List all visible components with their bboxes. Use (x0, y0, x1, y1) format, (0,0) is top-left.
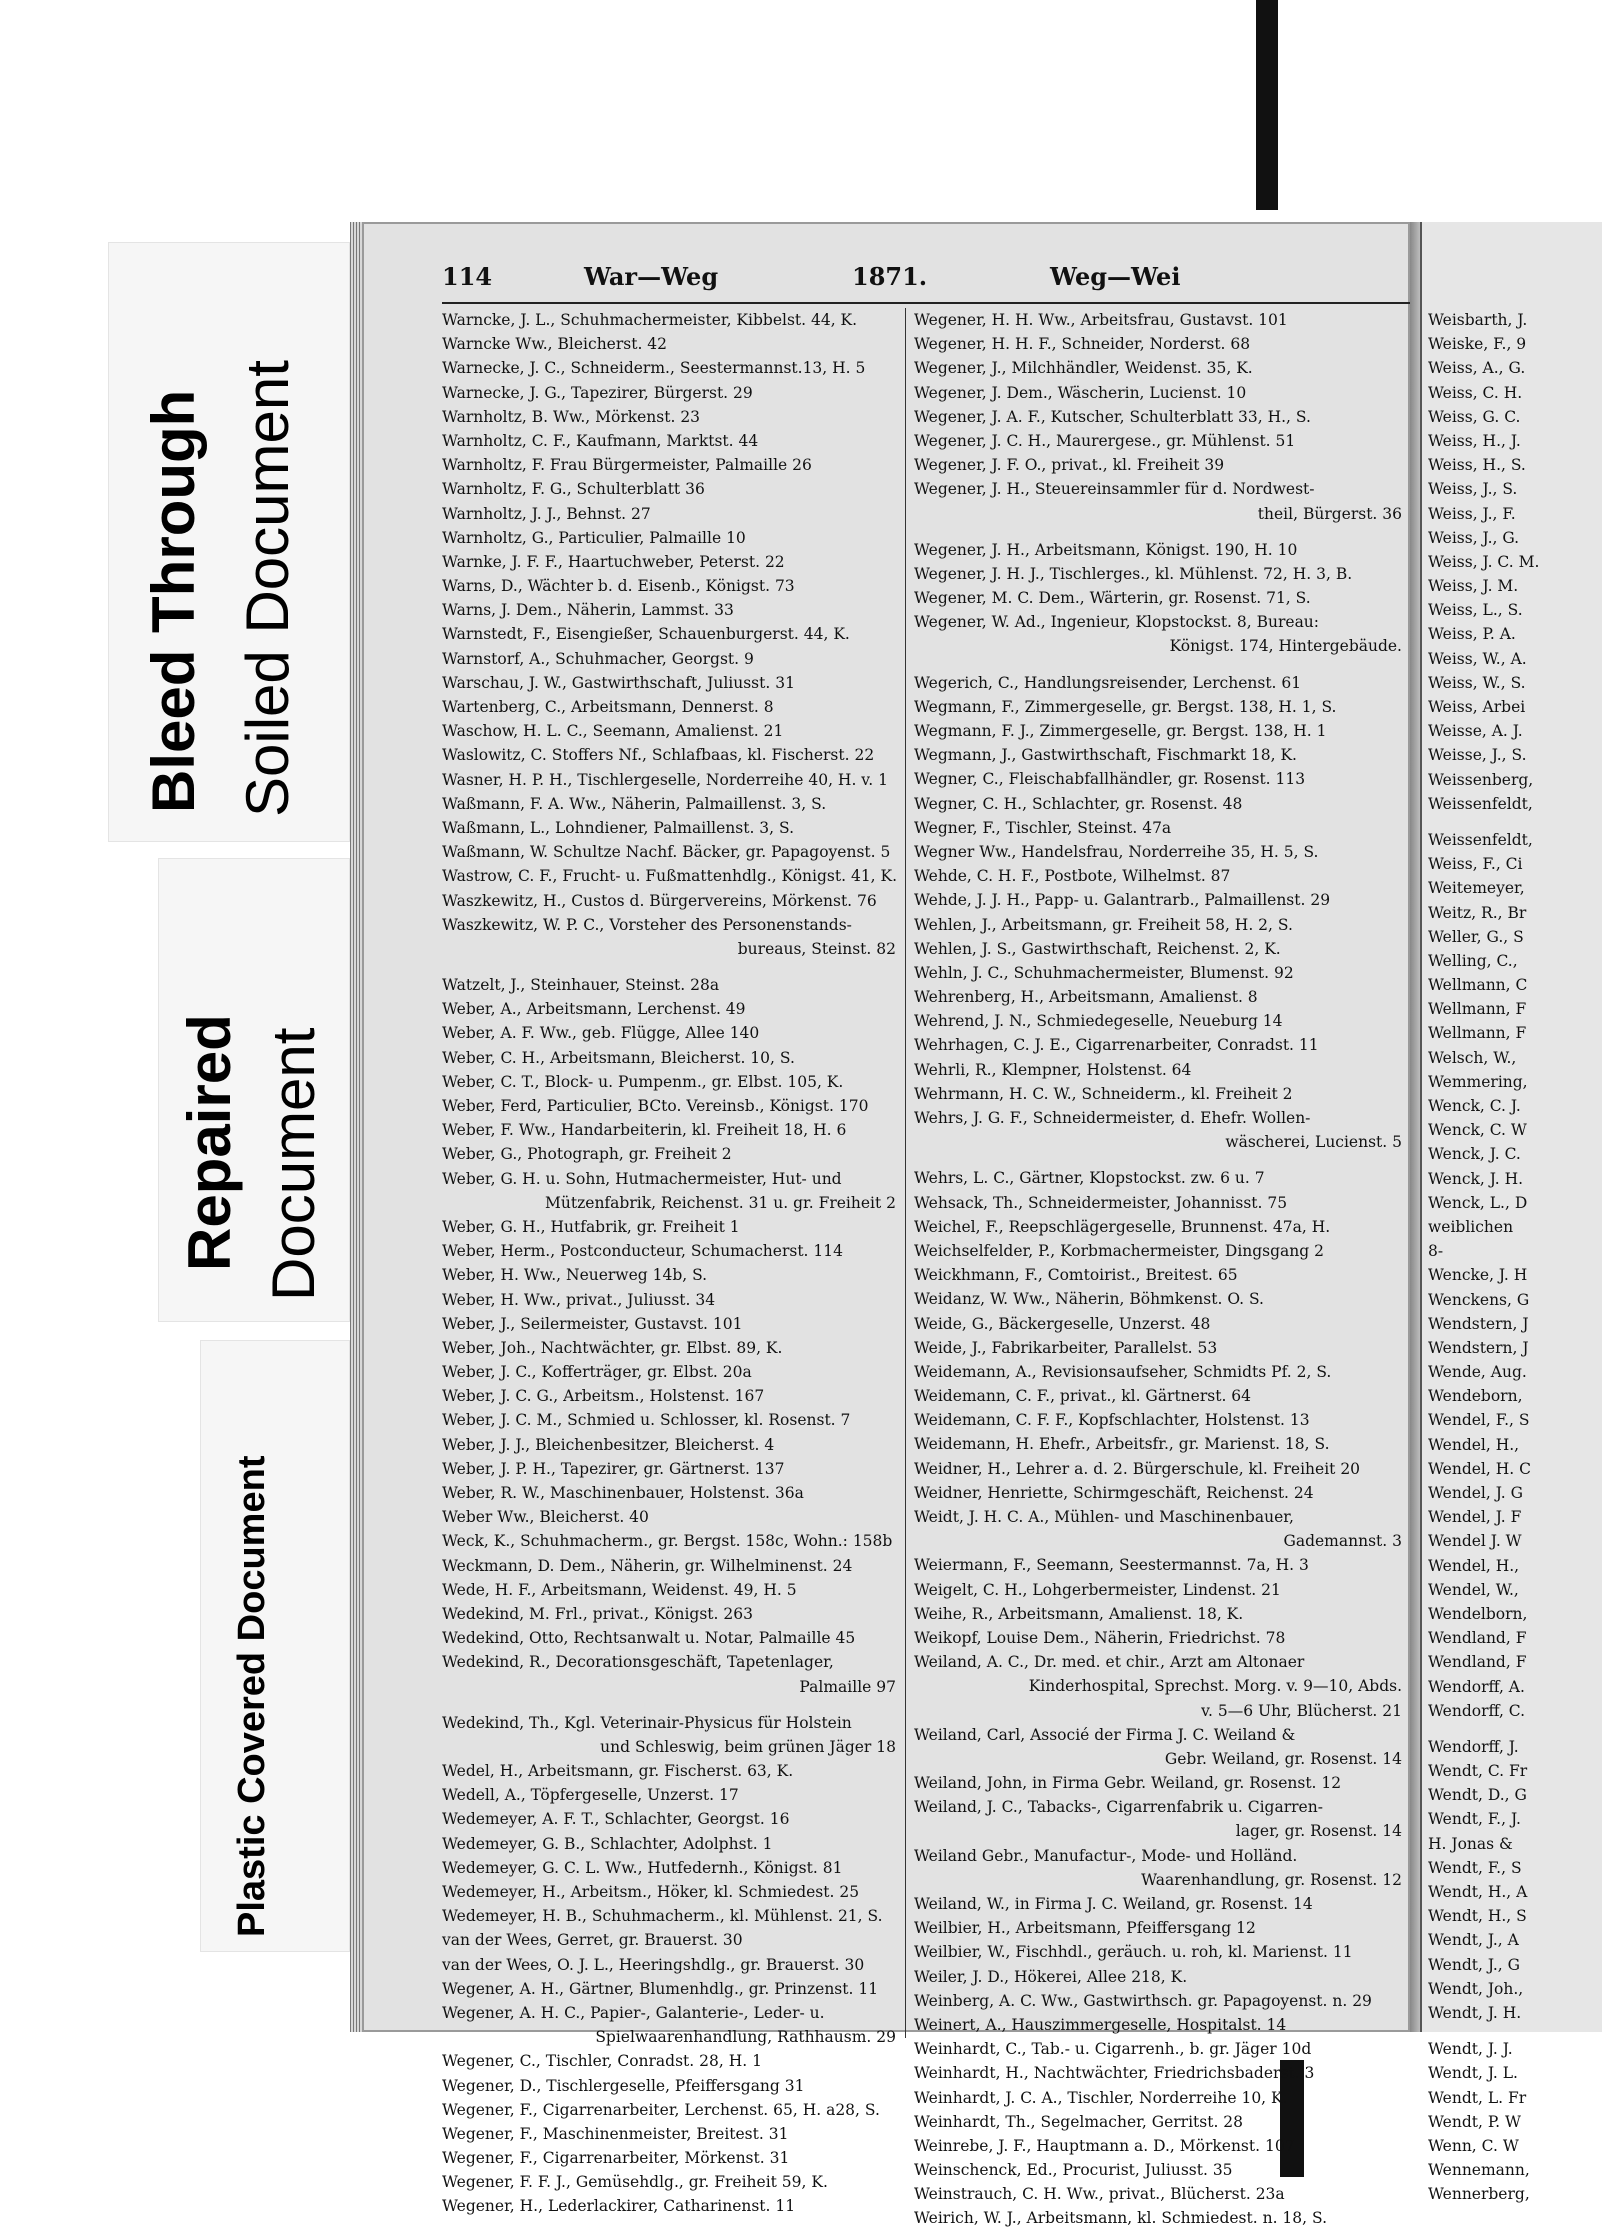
directory-entry: Weidemann, C. F. F., Kopfschlachter, Holstenst. 13 (914, 1411, 1310, 1430)
directory-entry: Weber, J. J., Bleichenbesitzer, Bleicherst. 4 (442, 1435, 775, 1454)
header-rule (442, 302, 1410, 304)
directory-entry: Kinderhospital, Sprechst. Morg. v. 9—10, Abds. (1028, 1677, 1402, 1696)
directory-entry: weiblichen (1428, 1217, 1514, 1236)
directory-entry: Waarenhandlung, gr. Rosenst. 12 (1141, 1870, 1402, 1889)
directory-entry: Wegner, F., Tischler, Steinst. 47a (914, 818, 1172, 837)
directory-entry: Weinschenck, Ed., Procurist, Juliusst. 35 (914, 2161, 1233, 2180)
directory-entry: Weidemann, H. Ehefr., Arbeitsfr., gr. Marienst. 18, S. (914, 1435, 1330, 1454)
directory-entry: Wede, H. F., Arbeitsmann, Weidenst. 49, H. 5 (442, 1580, 797, 1599)
directory-entry: Weinberg, A. C. Ww., Gastwirthsch. gr. Papagoyenst. n. 29 (914, 1991, 1372, 2010)
directory-entry: Weisse, J., S. (1428, 746, 1527, 765)
directory-entry: Wegener, F., Cigarrenarbeiter, Mörkenst. 31 (442, 2149, 790, 2168)
directory-entry: Weber Ww., Bleicherst. 40 (442, 1508, 649, 1527)
directory-entry: Wedell, A., Töpfergeselle, Unzerst. 17 (442, 1786, 739, 1805)
directory-entry: Warnholtz, F. Frau Bürgermeister, Palmaille 26 (442, 456, 812, 475)
directory-entry: Waßmann, W. Schultze Nachf. Bäcker, gr. Papagoyenst. 5 (442, 843, 891, 862)
directory-entry: 8- (1428, 1242, 1444, 1261)
directory-entry: Weber, A. F. Ww., geb. Flügge, Allee 140 (442, 1024, 760, 1043)
directory-entry: Weiss, J. C. M. (1428, 552, 1540, 571)
directory-entry: Weber, J. C. G., Arbeitsm., Holstenst. 167 (442, 1387, 765, 1406)
directory-entry: Weide, J., Fabrikarbeiter, Parallelst. 53 (914, 1338, 1218, 1357)
directory-entry: Wendt, F., J. (1428, 1810, 1521, 1829)
left-range-header: War—Weg (584, 262, 719, 291)
directory-entry: Weickhmann, F., Comtoirist., Breitest. 65 (914, 1266, 1238, 1285)
left-column (442, 308, 902, 2219)
directory-entry: Weiss, C. H. (1428, 383, 1523, 402)
directory-entry: Weber, J. C. M., Schmied u. Schlosser, kl. Rosenst. 7 (442, 1411, 851, 1430)
directory-entry: Weber, G. H. u. Sohn, Hutmachermeister, Hut- und (442, 1169, 842, 1188)
directory-entry: Warnke, J. F. F., Haartuchweber, Peterst. 22 (442, 552, 785, 571)
directory-entry: Weiss, H., J. (1428, 431, 1521, 450)
directory-entry (442, 961, 902, 973)
directory-entry: Warnholtz, J. J., Behnst. 27 (442, 504, 651, 523)
directory-entry: Wennemann, (1428, 2161, 1530, 2180)
directory-entry (442, 1699, 902, 1711)
directory-entry (1428, 816, 1604, 828)
directory-entry: Weirich, W. J., Arbeitsmann, kl. Schmiedest. n. 18, S. (914, 2209, 1327, 2228)
directory-entry: Wedemeyer, H., Arbeitsm., Höker, kl. Schmiedest. 25 (442, 1883, 860, 1901)
directory-entry: Spielwaarenhandlung, Rathhausm. 29 (595, 2028, 896, 2047)
directory-entry: Weiss, J., S. (1428, 480, 1518, 499)
directory-entry (914, 1154, 1408, 1166)
directory-entry: Wendstern, J (1428, 1314, 1529, 1333)
directory-entry: Wegner, C., Fleischabfallhändler, gr. Rosenst. 113 (914, 770, 1306, 789)
directory-entry: Weiss, H., S. (1428, 456, 1526, 475)
scanned-page (348, 210, 1600, 2228)
directory-entry: Wehrs, L. C., Gärtner, Klopstockst. zw. 6 u. 7 (914, 1169, 1265, 1188)
directory-entry: Weinhardt, H., Nachtwächter, Friedrichsbaderst. 3 (914, 2064, 1315, 2083)
directory-entry: Weidemann, A., Revisionsaufseher, Schmidts Pf. 2, S. (914, 1362, 1332, 1381)
directory-entry (1428, 2025, 1604, 2037)
directory-entry: Weilbier, H., Arbeitsmann, Pfeiffersgang 12 (914, 1919, 1256, 1938)
directory-entry: Weller, G., S (1428, 927, 1524, 946)
directory-entry: Watzelt, J., Steinhauer, Steinst. 28a (442, 976, 720, 995)
directory-entry: Wegener, C., Tischler, Conradst. 28, H. 1 (442, 2052, 762, 2071)
directory-entry: Palmaille 97 (799, 1677, 896, 1696)
directory-entry: theil, Bürgerst. 36 (1257, 504, 1402, 523)
directory-entry: Wendeborn, (1428, 1387, 1523, 1406)
directory-entry (914, 659, 1408, 671)
directory-entry: Warns, J. Dem., Näherin, Lammst. 33 (442, 601, 734, 620)
directory-entry: Weikopf, Louise Dem., Näherin, Friedrichst. 78 (914, 1628, 1286, 1647)
directory-entry: Weber, R. W., Maschinenbauer, Holstenst. 36a (442, 1484, 804, 1502)
directory-entry: lager, gr. Rosenst. 14 (1235, 1822, 1402, 1841)
directory-entry: bureaus, Steinst. 82 (737, 939, 896, 958)
directory-entry: Wendel, W., (1428, 1580, 1519, 1599)
directory-entry: wäscherei, Lucienst. 5 (1225, 1133, 1402, 1152)
directory-page (362, 222, 1410, 2228)
directory-entry: Wedel, H., Arbeitsmann, gr. Fischerst. 63, K. (442, 1762, 794, 1781)
directory-entry: Weck, K., Schuhmacherm., gr. Bergst. 158c, Wohn.: 158b (442, 1532, 893, 1551)
directory-entry: Weide, G., Bäckergeselle, Unzerst. 48 (914, 1314, 1211, 1333)
directory-entry: Weiler, J. D., Hökerei, Allee 218, K. (914, 1967, 1188, 1986)
directory-entry: Weiss, J., G. (1428, 528, 1520, 547)
directory-entry: Weiss, A., G. (1428, 359, 1526, 378)
directory-entry: Weber, J. C., Kofferträger, gr. Elbst. 20a (442, 1363, 752, 1382)
directory-entry: Gademannst. 3 (1283, 1532, 1402, 1551)
directory-entry: Weiland, John, in Firma Gebr. Weiland, gr. Rosenst. 12 (914, 1774, 1342, 1793)
directory-entry: Wegener, J. C. H., Maurergese., gr. Mühlenst. 51 (914, 431, 1296, 450)
directory-entry: Wellmann, F (1428, 1024, 1527, 1043)
directory-entry: Wegmann, F. J., Zimmergeselle, gr. Bergst. 138, H. 1 (914, 722, 1327, 740)
directory-entry: Weiss, J., F. (1428, 504, 1516, 523)
directory-entry: Wendt, F., S (1428, 1858, 1522, 1877)
directory-entry: Wendland, F (1428, 1629, 1527, 1648)
directory-entry: Wendt, L. Fr (1428, 2088, 1527, 2107)
directory-entry: Wendt, P. W (1428, 2112, 1521, 2131)
book-gutter (1410, 222, 1420, 2032)
directory-entry: Weinert, A., Hauszimmergeselle, Hospitalst. 14 (914, 2015, 1287, 2034)
page-edge (350, 222, 362, 2032)
label-bleed-through: Bleed Through (140, 389, 207, 813)
directory-entry (1428, 1723, 1604, 1735)
label-card-bleed-soiled (108, 242, 350, 842)
directory-entry: Weidner, H., Lehrer a. d. 2. Bürgerschule, kl. Freiheit 20 (914, 1459, 1361, 1478)
directory-entry: Wegener, J. H. J., Tischlerges., kl. Mühlenst. 72, H. 3, B. (914, 564, 1353, 583)
directory-entry: Weiss, F., Ci (1428, 855, 1523, 874)
directory-entry: Weiermann, F., Seemann, Seestermannst. 7a, H. 3 (914, 1556, 1309, 1575)
directory-entry (914, 526, 1408, 538)
directory-entry: und Schleswig, beim grünen Jäger 18 (600, 1737, 896, 1756)
directory-entry: Weiland, A. C., Dr. med. et chir., Arzt am Altonaer (914, 1653, 1305, 1672)
directory-entry: Warnecke, J. C., Schneiderm., Seestermannst.13, H. 5 (442, 359, 866, 378)
directory-entry: Wehln, J. C., Schuhmachermeister, Blumenst. 92 (914, 963, 1294, 982)
directory-entry: Waschow, H. L. C., Seemann, Amalienst. 21 (442, 722, 784, 741)
directory-entry: Wegener, J., Milchhändler, Weidenst. 35, K. (914, 359, 1253, 378)
directory-entry: Weiland, W., in Firma J. C. Weiland, gr. Rosenst. 14 (914, 1895, 1313, 1913)
directory-entry: Warnholtz, C. F., Kaufmann, Marktst. 44 (442, 431, 759, 450)
directory-entry: Wende, Aug. (1428, 1363, 1527, 1382)
directory-entry: Weinhardt, C., Tab.- u. Cigarrenh., b. gr. Jäger 10d (914, 2040, 1312, 2059)
label-card-plastic (200, 1340, 350, 1952)
directory-entry: Weihe, R., Arbeitsmann, Amalienst. 18, K. (914, 1604, 1244, 1623)
directory-entry: Wenck, J. H. (1428, 1169, 1524, 1188)
directory-entry: Wegener, F., Maschinenmeister, Breitest. 31 (442, 2124, 789, 2143)
directory-entry: Weiss, Arbei (1428, 698, 1526, 716)
directory-entry: Waslowitz, C. Stoffers Nf., Schlafbaas, kl. Fischerst. 22 (442, 746, 875, 765)
directory-entry: Wedemeyer, G. C. L. Ww., Hutfedernh., Königst. 81 (442, 1858, 843, 1877)
directory-entry: Welling, C., (1428, 951, 1518, 970)
directory-entry: Wendt, J., G (1428, 1955, 1521, 1974)
directory-entry: Wegner Ww., Handelsfrau, Norderreihe 35, H. 5, S. (914, 842, 1319, 861)
directory-entry: Wendstern, J (1428, 1338, 1529, 1357)
directory-entry: Weber, Joh., Nachtwächter, gr. Elbst. 89, K. (442, 1338, 783, 1357)
directory-entry: Wehrmann, H. C. W., Schneiderm., kl. Freiheit 2 (914, 1084, 1293, 1103)
directory-entry: Weidner, Henriette, Schirmgeschäft, Reichenst. 24 (914, 1483, 1314, 1502)
directory-entry: Weinrebe, J. F., Hauptmann a. D., Mörkenst. 107 (914, 2136, 1295, 2155)
right-range-header: Weg—Wei (1050, 262, 1181, 291)
directory-entry: Wegener, J. H., Arbeitsmann, Königst. 190, H. 10 (914, 540, 1298, 559)
directory-entry: Wenck, J. C. (1428, 1145, 1521, 1164)
directory-entry: Weinstrauch, C. H. Ww., privat., Blücherst. 23a (914, 2185, 1285, 2204)
directory-entry: Wenckens, G (1428, 1290, 1530, 1309)
directory-entry: Weber, J. P. H., Tapezirer, gr. Gärtnerst. 137 (442, 1459, 785, 1478)
directory-entry: v. 5—6 Uhr, Blücherst. 21 (1201, 1701, 1402, 1720)
directory-entry: Weidemann, C. F., privat., kl. Gärtnerst. 64 (914, 1387, 1252, 1406)
directory-entry: Wendt, J. H. (1428, 2003, 1522, 2022)
directory-entry: Wegener, F. F. J., Gemüsehdlg., gr. Freiheit 59, K. (442, 2173, 828, 2192)
directory-entry: Wedemeyer, H. B., Schuhmacherm., kl. Mühlenst. 21, S. (442, 1907, 883, 1926)
directory-entry: Wegener, M. C. Dem., Wärterin, gr. Rosenst. 71, S. (914, 589, 1311, 608)
directory-entry: Wedekind, Otto, Rechtsanwalt u. Notar, Palmaille 45 (442, 1629, 856, 1648)
directory-entry: Weisbarth, J. (1428, 311, 1528, 329)
directory-entry: Wasner, H. P. H., Tischlergeselle, Norderreihe 40, H. v. 1 (442, 770, 888, 789)
directory-entry: Warns, D., Wächter b. d. Eisenb., Königst. 73 (442, 577, 795, 596)
directory-entry: Wendt, J. L. (1428, 2064, 1518, 2083)
directory-entry: Waßmann, F. A. Ww., Näherin, Palmaillenst. 3, S. (442, 794, 827, 813)
directory-entry: Wehrenberg, H., Arbeitsmann, Amalienst. 8 (914, 988, 1258, 1007)
directory-entry: Wegener, H. H. Ww., Arbeitsfrau, Gustavst. 101 (914, 311, 1288, 329)
directory-entry: Wendland, F (1428, 1653, 1527, 1672)
directory-entry: Wemmering, (1428, 1072, 1528, 1091)
directory-entry: van der Wees, Gerret, gr. Brauerst. 30 (442, 1931, 743, 1950)
directory-entry: Wellmann, F (1428, 1000, 1527, 1019)
directory-entry: Warncke, J. L., Schuhmachermeister, Kibbelst. 44, K. (442, 311, 858, 329)
directory-entry: Wendel, H., (1428, 1556, 1520, 1575)
directory-entry: Wendt, H., S (1428, 1907, 1527, 1926)
directory-entry: Weiss, W., A. (1428, 649, 1527, 668)
directory-entry: Weilbier, W., Fischhdl., geräuch. u. roh, kl. Marienst. 11 (914, 1943, 1353, 1962)
directory-entry: Warnholtz, B. Ww., Mörkenst. 23 (442, 407, 701, 426)
directory-entry: H. Jonas & (1428, 1834, 1513, 1853)
directory-entry: Wendel, H. C (1428, 1459, 1531, 1478)
directory-entry: Wehlen, J., Arbeitsmann, gr. Freiheit 58, H. 2, S. (914, 915, 1293, 934)
directory-entry: Weidanz, W. Ww., Näherin, Böhmkenst. O. S. (914, 1290, 1264, 1309)
directory-entry: Wegener, J. F. O., privat., kl. Freiheit 39 (914, 456, 1225, 475)
directory-entry: Wedekind, M. Frl., privat., Königst. 263 (442, 1604, 753, 1623)
directory-entry: Wastrow, C. F., Frucht- u. Fußmattenhdlg., Königst. 41, K. (442, 867, 898, 886)
directory-entry: Weiss, W., S. (1428, 673, 1526, 692)
facing-page (1420, 222, 1602, 2204)
directory-entry: Gebr. Weiland, gr. Rosenst. 14 (1164, 1749, 1402, 1768)
directory-entry: Wegner, C. H., Schlachter, gr. Rosenst. 48 (914, 794, 1243, 813)
directory-entry: Wellmann, C (1428, 976, 1528, 995)
directory-entry: Königst. 174, Hintergebäude. (1169, 637, 1402, 656)
directory-entry: Wartenberg, C., Arbeitsmann, Dennerst. 8 (442, 698, 774, 716)
directory-entry: Wehsack, Th., Schneidermeister, Johannisst. 75 (914, 1193, 1288, 1212)
directory-entry: Welsch, W., (1428, 1048, 1517, 1067)
directory-entry: Weissenfeldt, (1428, 830, 1533, 849)
directory-entry: Wendt, H., A (1428, 1883, 1528, 1901)
directory-entry: Mützenfabrik, Reichenst. 31 u. gr. Freiheit 2 (545, 1193, 896, 1212)
directory-entry: Wendel J. W (1428, 1532, 1522, 1551)
directory-entry: Wendt, Joh., (1428, 1979, 1524, 1998)
directory-entry: Weidt, J. H. C. A., Mühlen- und Maschinenbauer, (914, 1508, 1294, 1526)
directory-entry: Wenn, C. W (1428, 2136, 1519, 2155)
directory-entry: Weber, G., Photograph, gr. Freiheit 2 (442, 1145, 732, 1164)
directory-entry: Weber, H. Ww., Neuerweg 14b, S. (442, 1266, 708, 1285)
directory-entry: Wendel, F., S (1428, 1411, 1530, 1430)
directory-entry: Wenck, C. W (1428, 1121, 1527, 1140)
directory-entry: Weitemeyer, (1428, 879, 1525, 898)
directory-entry: Wegener, W. Ad., Ingenieur, Klopstockst. 8, Bureau: (914, 613, 1320, 632)
directory-entry: Wehde, J. J. H., Papp- u. Galantrarb., Palmaillenst. 29 (914, 891, 1331, 910)
directory-entry: Weber, A., Arbeitsmann, Lerchenst. 49 (442, 1000, 746, 1019)
directory-entry: Wehrli, R., Klempner, Holstenst. 64 (914, 1060, 1192, 1079)
directory-entry: Weber, J., Seilermeister, Gustavst. 101 (442, 1314, 743, 1333)
directory-entry: Weiss, L., S. (1428, 601, 1523, 620)
directory-entry: Weinhardt, J. C. A., Tischler, Norderreihe 10, K. (914, 2088, 1288, 2107)
directory-entry: Wegerich, C., Handlungsreisender, Lerchenst. 61 (914, 673, 1302, 692)
directory-entry: Wegener, H., Lederlackirer, Catharinenst. 11 (442, 2197, 796, 2216)
directory-entry: Weinhardt, Th., Segelmacher, Gerritst. 28 (914, 2112, 1244, 2131)
directory-entry: Wedekind, Th., Kgl. Veterinair-Physicus für Holstein (442, 1713, 852, 1732)
directory-entry: Warnstedt, F., Eisengießer, Schauenburgerst. 44, K. (442, 625, 850, 644)
directory-entry: Wendorff, J. (1428, 1737, 1519, 1756)
label-repaired: Repaired (176, 1014, 243, 1271)
directory-entry: Weiss, G. C. (1428, 407, 1521, 426)
directory-entry: Weissenberg, (1428, 770, 1534, 789)
directory-entry: Wegener, J. Dem., Wäscherin, Lucienst. 10 (914, 383, 1247, 402)
directory-entry: Weichel, F., Reepschlägergeselle, Brunnenst. 47a, H. (914, 1217, 1331, 1236)
directory-entry: Wegener, A. H. C., Papier-, Galanterie-, Leder- u. (442, 2003, 825, 2022)
directory-entry: Wehlen, J. S., Gastwirthschaft, Reichenst. 2, K. (914, 939, 1281, 958)
directory-entry: Weiske, F., 9 (1428, 335, 1527, 354)
directory-entry: Wendorff, A. (1428, 1677, 1525, 1696)
directory-entry: Weiss, P. A. (1428, 625, 1516, 644)
directory-entry: Wegener, A. H., Gärtner, Blumenhdlg., gr. Prinzenst. 11 (442, 1979, 879, 1998)
directory-entry: Wehde, C. H. F., Postbote, Wilhelmst. 87 (914, 867, 1231, 886)
directory-entry: Weichselfelder, P., Korbmachermeister, Dingsgang 2 (914, 1241, 1324, 1260)
label-plastic-covered-document: Plastic Covered Document (231, 1455, 273, 1937)
directory-entry: Weiss, J. M. (1428, 577, 1519, 596)
directory-entry: Wencke, J. H (1428, 1266, 1528, 1285)
third-column (1422, 308, 1604, 2206)
directory-entry: Weber, C. H., Arbeitsmann, Bleicherst. 10, S. (442, 1048, 795, 1067)
right-column (914, 308, 1408, 2231)
label-soiled-document: Soiled Document (234, 360, 301, 817)
year-header: 1871. (852, 262, 928, 291)
column-divider (905, 308, 906, 2038)
directory-entry: Wendelborn, (1428, 1604, 1528, 1623)
directory-entry: Weisse, A. J. (1428, 722, 1523, 741)
directory-entry: Wegener, J. A. F., Kutscher, Schulterblatt 33, H., S. (914, 407, 1311, 426)
directory-entry: Warnholtz, F. G., Schulterblatt 36 (442, 480, 705, 499)
directory-entry: Wegener, J. H., Steuereinsammler für d. Nordwest- (914, 480, 1315, 499)
directory-entry: Wendt, D., G (1428, 1786, 1527, 1805)
directory-entry: Weckmann, D. Dem., Näherin, gr. Wilhelminenst. 24 (442, 1556, 853, 1575)
directory-entry: Wegener, F., Cigarrenarbeiter, Lerchenst. 65, H. a28, S. (442, 2100, 880, 2119)
directory-entry: Waßmann, L., Lohndiener, Palmaillenst. 3, S. (442, 818, 795, 837)
directory-entry: Warnholtz, G., Particulier, Palmaille 10 (442, 528, 746, 547)
directory-entry: Wegmann, F., Zimmergeselle, gr. Bergst. 138, H. 1, S. (914, 697, 1337, 716)
directory-entry: Wegmann, J., Gastwirthschaft, Fischmarkt 18, K. (914, 746, 1297, 765)
directory-entry: Wedekind, R., Decorationsgeschäft, Tapetenlager, (442, 1653, 834, 1672)
directory-entry: Wendt, J. J. (1428, 2040, 1513, 2059)
directory-entry: Wegener, H. H. F., Schneider, Norderst. 68 (914, 335, 1251, 354)
page-number: 114 (442, 262, 493, 291)
directory-entry: Weiland, Carl, Associé der Firma J. C. Weiland & (914, 1725, 1296, 1744)
directory-entry: Wendel, H., (1428, 1435, 1520, 1454)
directory-entry: Warncke Ww., Bleicherst. 42 (442, 335, 668, 354)
directory-entry: Wenck, C. J. (1428, 1097, 1521, 1115)
label-card-repaired (158, 858, 350, 1322)
directory-entry: Wendt, C. Fr (1428, 1762, 1528, 1781)
directory-entry: Wedemeyer, G. B., Schlachter, Adolphst. 1 (442, 1834, 773, 1853)
directory-entry: Wendel, J. F (1428, 1508, 1522, 1527)
directory-entry: Wehrhagen, C. J. E., Cigarrenarbeiter, Conradst. 11 (914, 1036, 1319, 1055)
directory-entry: Waszkewitz, H., Custos d. Bürgervereins, Mörkenst. 76 (442, 891, 877, 910)
directory-entry: Wennerberg, (1428, 2185, 1530, 2204)
directory-entry: Weber, H. Ww., privat., Juliusst. 34 (442, 1290, 716, 1309)
directory-entry: van der Wees, O. J. L., Heeringshdlg., gr. Brauerst. 30 (442, 1955, 865, 1974)
directory-entry: Weitz, R., Br (1428, 903, 1527, 922)
directory-entry: Wendel, J. G (1428, 1484, 1523, 1502)
directory-entry: Wegener, D., Tischlergeselle, Pfeiffersgang 31 (442, 2076, 805, 2095)
directory-entry: Wendorff, C. (1428, 1701, 1526, 1720)
directory-entry: Wedemeyer, A. F. T., Schlachter, Georgst. 16 (442, 1810, 790, 1829)
directory-entry: Weissenfeldt, (1428, 794, 1533, 813)
directory-entry: Weber, F. Ww., Handarbeiterin, kl. Freiheit 18, H. 6 (442, 1121, 847, 1140)
directory-entry: Weiland, J. C., Tabacks-, Cigarrenfabrik u. Cigarren- (914, 1798, 1323, 1817)
directory-entry: Wehrs, J. G. F., Schneidermeister, d. Ehefr. Wollen- (914, 1109, 1311, 1127)
directory-entry: Weber, Ferd, Particulier, BCto. Vereinsb., Königst. 170 (442, 1097, 869, 1115)
directory-entry: Waszkewitz, W. P. C., Vorsteher des Personenstands- (442, 915, 852, 934)
black-tab-top (1256, 0, 1278, 210)
label-document: Document (260, 1027, 327, 1301)
directory-entry: Weber, C. T., Block- u. Pumpenm., gr. Elbst. 105, K. (442, 1072, 844, 1091)
directory-entry: Warschau, J. W., Gastwirthschaft, Juliusst. 31 (442, 673, 795, 692)
directory-entry: Warnecke, J. G., Tapezirer, Bürgerst. 29 (442, 383, 753, 402)
directory-entry: Weber, G. H., Hutfabrik, gr. Freiheit 1 (442, 1217, 740, 1236)
directory-entry: Weigelt, C. H., Lohgerbermeister, Lindenst. 21 (914, 1580, 1281, 1599)
directory-entry: Weiland Gebr., Manufactur-, Mode- und Holländ. (914, 1846, 1298, 1865)
directory-entry: Wendt, J., A (1428, 1931, 1519, 1950)
directory-entry: Weber, Herm., Postconducteur, Schumacherst. 114 (442, 1242, 843, 1261)
directory-entry: Wehrend, J. N., Schmiedegeselle, Neueburg 14 (914, 1012, 1283, 1031)
directory-entry: Wenck, L., D (1428, 1193, 1528, 1212)
directory-entry: Warnstorf, A., Schuhmacher, Georgst. 9 (442, 649, 754, 668)
